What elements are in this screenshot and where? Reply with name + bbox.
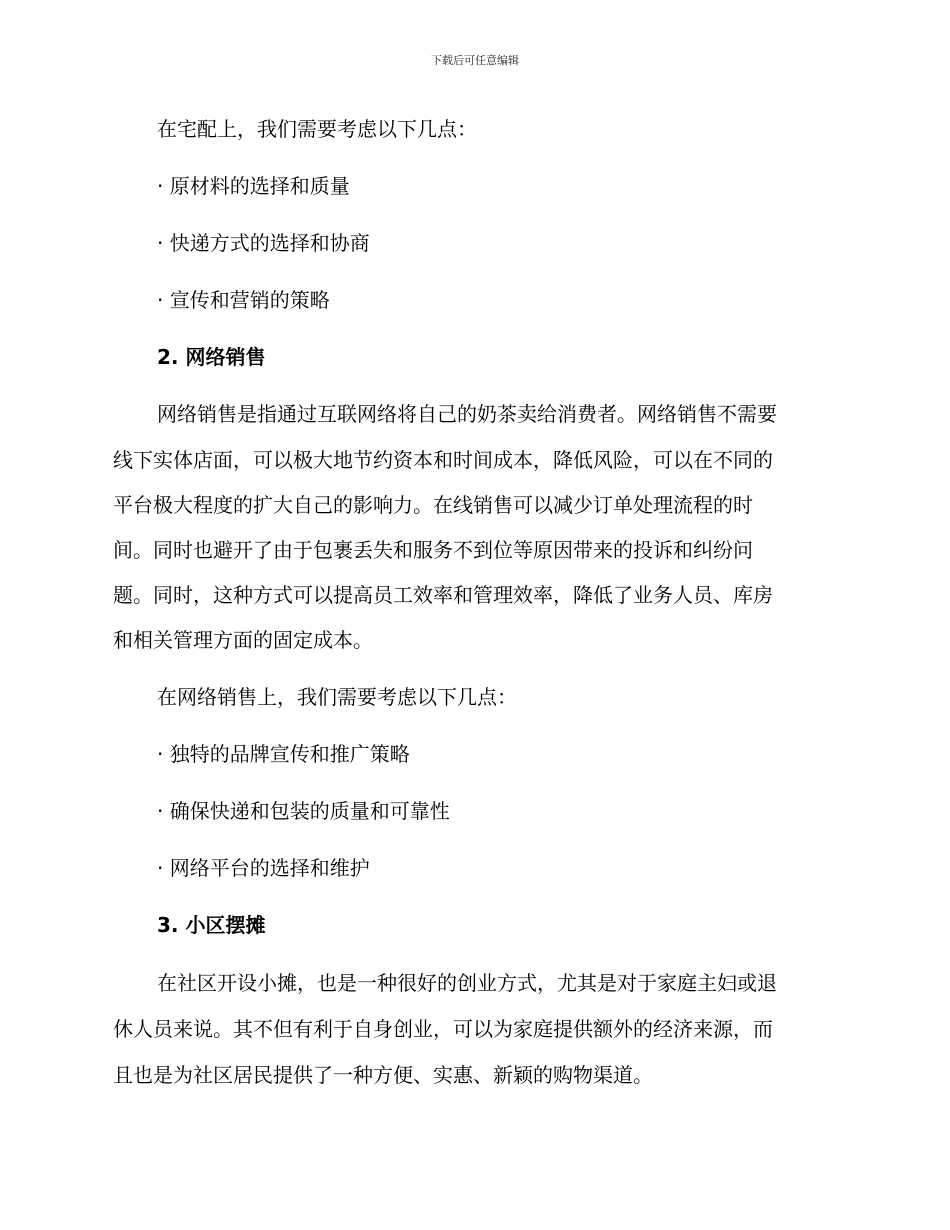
- paragraph-line: 平台极大程度的扩大自己的影响力。在线销售可以减少订单处理流程的时: [113, 493, 753, 517]
- paragraph-line: 和相关管理方面的固定成本。: [113, 628, 373, 652]
- page-header: 下载后可任意编辑: [431, 54, 519, 67]
- paragraph-line: 间。同时也避开了由于包裹丢失和服务不到位等原因带来的投诉和纠纷问: [113, 538, 753, 562]
- paragraph-line: 且也是为社区居民提供了一种方便、实惠、新颖的购物渠道。: [113, 1063, 653, 1087]
- paragraph-line: 在社区开设小摊，也是一种很好的创业方式，尤其是对于家庭主妇或退: [157, 971, 777, 995]
- online-point: · 网络平台的选择和维护: [157, 856, 370, 880]
- paragraph-line: 网络销售是指通过互联网络将自己的奶茶卖给消费者。网络销售不需要: [157, 402, 777, 426]
- delivery-point: · 快递方式的选择和协商: [157, 231, 370, 255]
- paragraph-line: 题。同时，这种方式可以提高员工效率和管理效率，降低了业务人员、库房: [113, 583, 773, 607]
- delivery-intro: 在宅配上，我们需要考虑以下几点：: [157, 117, 477, 141]
- delivery-point: · 原材料的选择和质量: [157, 174, 350, 198]
- delivery-point: · 宣传和营销的策略: [157, 288, 330, 312]
- section-heading-online-sales: 2. 网络销售: [157, 345, 266, 369]
- paragraph-line: 休人员来说。其不但有利于自身创业，可以为家庭提供额外的经济来源，而: [113, 1017, 773, 1041]
- paragraph-line: 线下实体店面，可以极大地节约资本和时间成本，降低风险，可以在不同的: [113, 448, 773, 472]
- online-intro: 在网络销售上，我们需要考虑以下几点：: [157, 685, 517, 709]
- online-point: · 独特的品牌宣传和推广策略: [157, 742, 410, 766]
- online-point: · 确保快递和包装的质量和可靠性: [157, 799, 450, 823]
- section-heading-community-stall: 3. 小区摆摊: [157, 913, 266, 937]
